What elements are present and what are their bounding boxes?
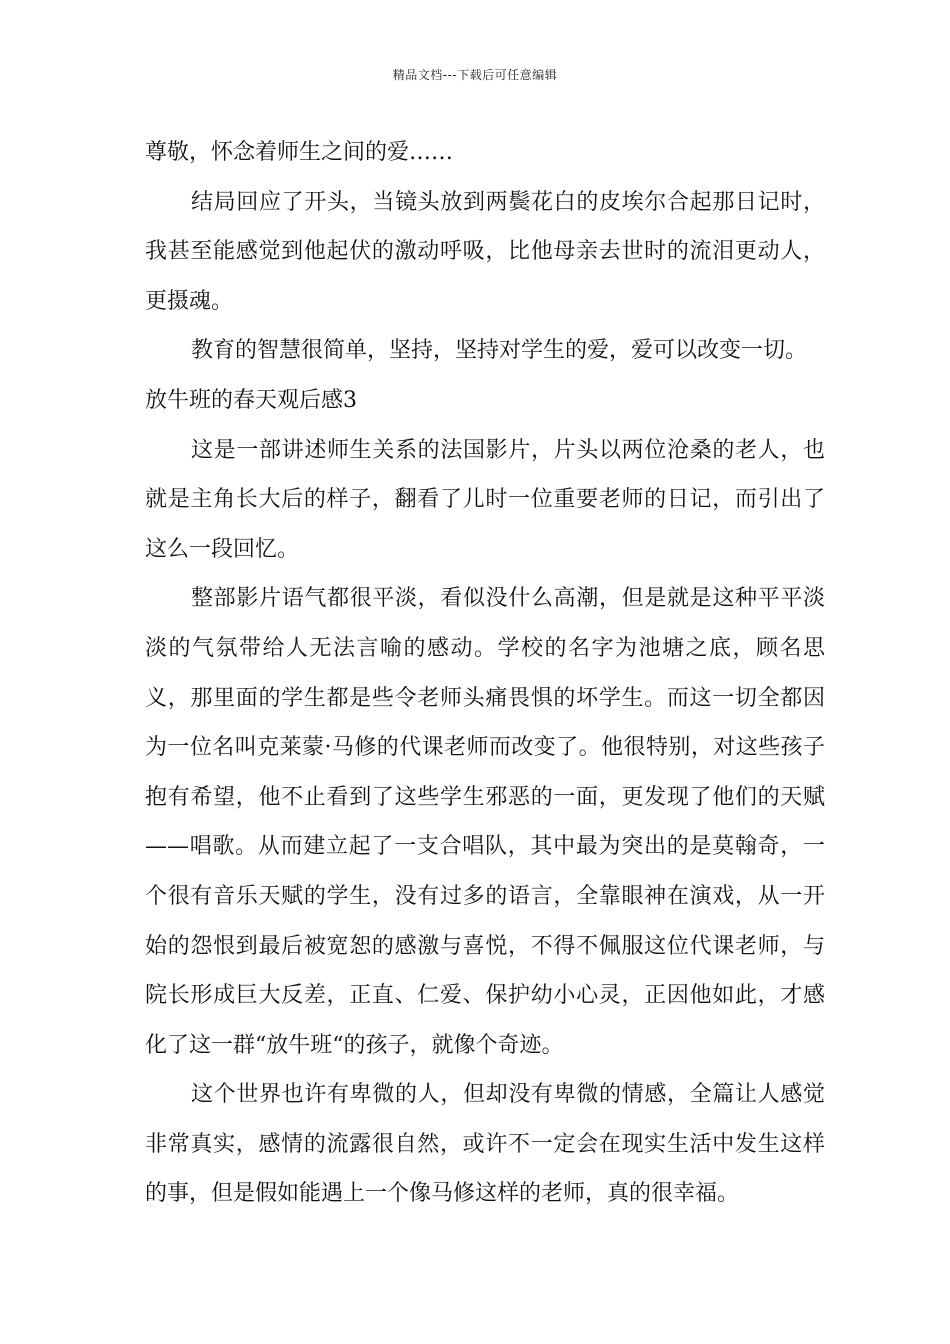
page-header: 精品文档---下载后可任意编辑 [392,68,558,82]
paragraph: 这个世界也许有卑微的人，但却没有卑微的情感，全篇让人感觉非常真实，感情的流露很自然，或许不一定会在现实生活中发生这样的事，但是假如能遇上一个像马修这样的老师，真的很幸福。 [145,1082,825,1207]
document-body [145,128,825,1219]
paragraph: 这是一部讲述师生关系的法国影片，片头以两位沧桑的老人，也就是主角长大后的样子，翻看了儿时一位重要老师的日记，而引出了这么一段回忆。 [145,437,825,562]
paragraph: 尊敬，怀念着师生之间的爱…… [145,140,454,165]
paragraph: 整部影片语气都很平淡，看似没什么高潮，但是就是这种平平淡淡的气氛带给人无法言喻的感动。学校的名字为池塘之底，顾名思义，那里面的学生都是些令老师头痛畏惧的坏学生。而这一切全都因为一位名叫克莱蒙·马修的代课老师而改变了。他很特别，对这些孩子抱有希望，他不止看到了这些学生邪恶的一面，更发现了他们的天赋——唱歌。从而建立起了一支合唱队，其中最为突出的是莫翰奇，一个很有音乐天赋的学生，没有过多的语言，全靠眼神在演戏，从一开始的怨恨到最后被宽恕的感激与喜悦，不得不佩服这位代课老师，与院长形成巨大反差，正直、仁爱、保护幼小心灵，正因他如此，才感化了这一群“放牛班“的孩子，就像个奇迹。 [145,586,825,1058]
paragraph: 结局回应了开头，当镜头放到两鬓花白的皮埃尔合起那日记时，我甚至能感觉到他起伏的激动呼吸，比他母亲去世时的流泪更动人，更摄魂。 [145,189,825,314]
section-title: 放牛班的春天观后感3 [145,387,357,413]
paragraph: 教育的智慧很简单，坚持，坚持对学生的爱，爱可以改变一切。 [191,338,808,364]
